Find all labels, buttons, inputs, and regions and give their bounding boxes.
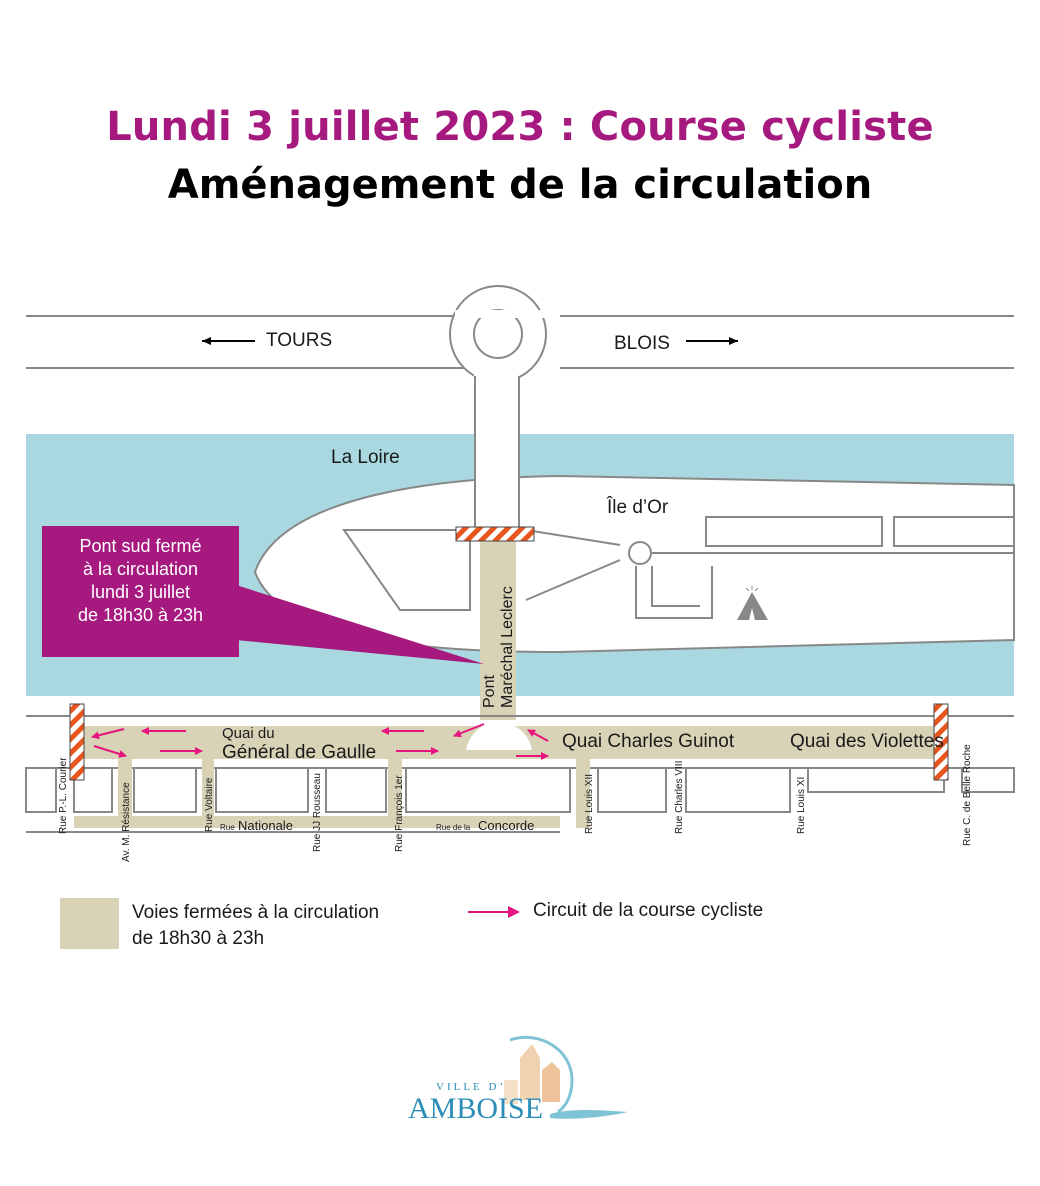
bridge-closure-callout	[42, 526, 239, 657]
legend-closed-line-2: de 18h30 à 23h	[132, 928, 265, 949]
quai-gaulle-label-2: Général de Gaulle	[222, 742, 377, 763]
street-label-louis12: Rue Louis XII	[584, 773, 595, 834]
legend-closed-line-1: Voies fermées à la circulation	[132, 902, 380, 923]
direction-right-label: BLOIS	[614, 333, 670, 354]
bridge-label-1: Pont	[481, 675, 498, 708]
bridge-north	[475, 376, 519, 536]
street-label-concorde: Concorde	[478, 818, 535, 833]
quai-violettes-label: Quai des Violettes	[790, 731, 944, 752]
street-label-nationale: Nationale	[238, 818, 293, 833]
town-blocks	[26, 768, 1014, 812]
street-label-voltaire: Rue Voltaire	[204, 777, 215, 832]
legend-closed-swatch	[60, 898, 119, 949]
logo-name: AMBOISE	[408, 1092, 544, 1125]
street-label-courier: Rue P.-L. Courier	[58, 757, 69, 834]
street-prefix-concorde: Rue de la	[436, 823, 471, 832]
road-barrier-icon	[456, 527, 534, 541]
page-subtitle: Aménagement de la circulation	[167, 162, 873, 208]
river-label: La Loire	[331, 447, 400, 468]
street-label-louis11: Rue Louis XI	[796, 776, 807, 834]
street-label-rousseau: Rue JJ Rousseau	[312, 773, 323, 852]
street-label-charles8: Rue Charles VIII	[674, 760, 685, 834]
callout-line: de 18h30 à 23h	[77, 605, 204, 625]
quai-guinot-label: Quai Charles Guinot	[562, 731, 735, 752]
island-label: Île d’Or	[607, 497, 669, 518]
bridge-label-2: Maréchal Leclerc	[499, 586, 516, 708]
street-label-francois: Rue François 1er	[394, 775, 405, 852]
street-prefix-nationale: Rue	[220, 823, 235, 832]
road-barrier-icon	[70, 704, 84, 780]
page-title: Lundi 3 juillet 2023 : Course cycliste	[106, 104, 934, 150]
amboise-logo	[400, 1030, 640, 1130]
circuit-arrow-icon	[466, 903, 522, 921]
logo-top-text: VILLE D’	[436, 1081, 507, 1093]
callout-line: Pont sud fermé	[79, 536, 202, 556]
callout-line: lundi 3 juillet	[90, 582, 191, 602]
legend-closed-text	[132, 900, 379, 952]
quai-gaulle-label-1: Quai du	[222, 725, 275, 742]
direction-left-label: TOURS	[266, 330, 333, 351]
roundabout	[450, 286, 546, 382]
street-label-resistance: Av. M. Résistance	[121, 782, 132, 862]
legend-circuit-text: Circuit de la course cycliste	[533, 900, 764, 921]
street-label-belleroche: Rue C. de Belle Roche	[962, 744, 973, 846]
callout-line: à la circulation	[82, 559, 199, 579]
